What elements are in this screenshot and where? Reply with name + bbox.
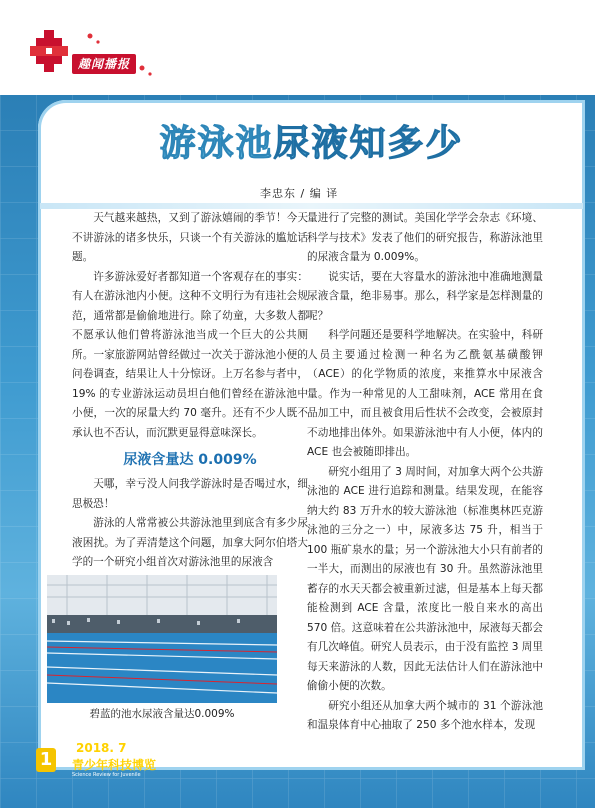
section-subheading: 尿液含量达 0.009% [123,452,257,468]
article-title [40,115,583,166]
left-column [72,209,308,573]
title-part2: 尿液知多少 [273,122,464,164]
title-part1: 游泳池 [159,122,274,164]
swimming-pool-photo [47,575,277,703]
paragraph: 天气越来越热，又到了游泳嬉闹的季节！今天不讲游泳的诸多快乐，只谈一个有关游泳的尴尬话题。 [72,212,308,263]
pool-image-icon [47,575,277,703]
magazine-english-name: Science Review for Juvenile [72,772,141,778]
paragraph: 许多游泳爱好者都知道一个客观存在的事实：有人在游泳池内小便。这种不文明行为有违社会规范，通常都是偷偷地进行。除了幼童，大多数人都不愿承认他们曾将游泳池当成一个巨大的公共厕所。一家旅游网站曾经做过一次关于游泳池小便的问卷调查，结果让人十分惊讶。上万名参与者中，19% 的专业游泳运动员坦白他们曾经在游泳池中小便，一次的尿量大约 70 毫升。还有不少人既不承认也不否认，而沉默更显得意味深长。 [72,270,308,439]
page-number: 1 [36,748,56,772]
issue-date: 2018. 7 [76,741,127,755]
paragraph: 科学问题还是要科学地解决。在实验中，科研人员主要通过检测一种名为乙酰氨基磺酸钾（ACE）的化学物质的浓度，来推算水中尿液含量。作为一种常见的人工甜味剂，ACE 常用在食品加工中，而且被食用后性状不会改变，会被原封不动地排出体外。如果游泳池中有人小便，体内的 ACE 也会被随即排出。 [307,329,543,458]
paragraph: 说实话，要在大容量水的游泳池中准确地测量尿液含量，绝非易事。那么，科学家是怎样测量的呢？ [307,270,543,322]
byline: 李忠东 / 编 译 [260,187,339,200]
right-column [307,209,543,736]
paragraph: 游泳的人常常被公共游泳池里到底含有多少尿液困扰。为了弄清楚这个问题，加拿大阿尔伯塔大学的一个研究小组首次对游泳池里的尿液含 [72,517,308,568]
section-label: 趣闻播报 [72,54,136,74]
paragraph: 研究小组还从加拿大两个城市的 31 个游泳池和温泉体育中心抽取了 250 多个池水样本，发现 [307,699,543,731]
photo-caption: 碧蓝的池水尿液含量达0.009% [89,708,235,720]
paragraph: 天哪，幸亏没人问我学游泳时是否喝过水，细思极恐！ [72,478,308,510]
paragraph: 量进行了完整的测试。美国化学学会杂志《环境、科学与技术》发表了他们的研究报告，称游泳池里的尿液含量为 0.009%。 [307,212,543,263]
magazine-name: 青少年科技博览 [72,758,157,772]
paragraph: 研究小组用了 3 周时间，对加拿大两个公共游泳池的 ACE 进行追踪和测量。结果发现，在能容纳大约 83 万升水的较大游泳池（标准奥林匹克游泳池的三分之一）中，尿液多达 75 升，相当于 100 瓶矿泉水的量；另一个游泳池大小只有前者的一半大，而测出的尿液也有 30 升。虽然游泳池里蓄存的水天天都会被重新过滤，但是基本上每天都能检测到 ACE 含量，浓度比一般自来水的高出 570 倍。这意味着在公共游泳池中，尿液每天都会有几次峰值。研究人员表示，由于没有监控 3 周里每天来游泳的人数，因此无法估计人们在游泳池中偷偷小便的次数。 [307,465,543,692]
